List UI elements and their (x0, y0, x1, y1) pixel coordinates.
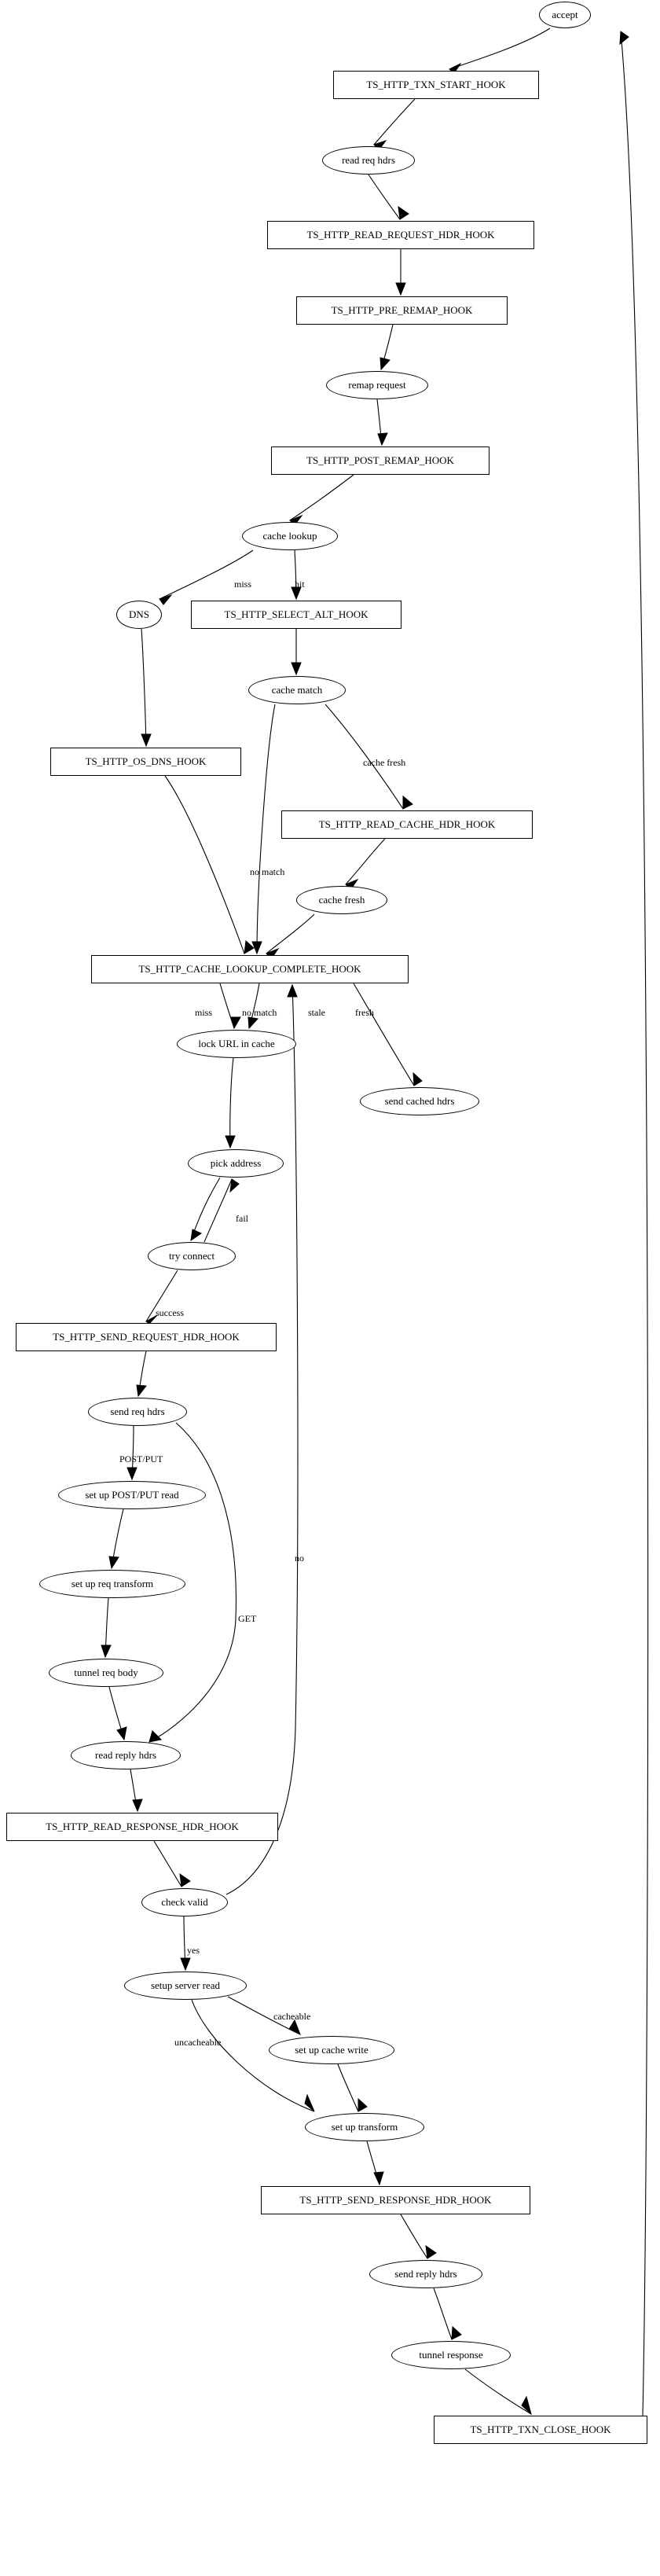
arrowhead (141, 734, 151, 746)
edge-dns-to-os_dns (141, 629, 146, 746)
arrowhead (137, 1385, 146, 1396)
node-label: TS_HTTP_PRE_REMAP_HOOK (331, 304, 473, 317)
edge-label-cacheable: cacheable (273, 2011, 311, 2022)
node-setup_cache_write (269, 2036, 394, 2064)
node-label: cache match (271, 684, 323, 696)
arrowhead (403, 796, 412, 809)
edge-label-miss1: miss (234, 579, 252, 590)
edge-try_connect-to-pick_address (204, 1179, 232, 1242)
node-label: cache lookup (262, 530, 317, 542)
node-label: send cached hdrs (384, 1095, 455, 1108)
arrowhead (230, 1179, 239, 1192)
arrowhead (226, 1136, 235, 1148)
edge-label-no: no (295, 1553, 304, 1564)
node-label: lock URL in cache (198, 1038, 275, 1050)
node-label: TS_HTTP_OS_DNS_HOOK (85, 755, 207, 768)
node-label: pick address (210, 1157, 262, 1170)
node-post_remap (271, 446, 490, 475)
edge-label-yes: yes (187, 1945, 200, 1956)
node-send_req_hdrs (88, 1398, 187, 1426)
node-label: tunnel response (419, 2349, 483, 2361)
node-label: set up POST/PUT read (85, 1489, 179, 1501)
arrowhead (248, 1017, 258, 1028)
node-txn_start (333, 71, 539, 99)
node-label: setup server read (150, 1979, 221, 1992)
edge-cache_fresh_node-to-cache_lookup_complete (266, 914, 314, 954)
node-setup_req_transform (39, 1570, 185, 1598)
arrowhead (398, 207, 409, 219)
arrowhead (292, 663, 301, 674)
node-label: TS_HTTP_READ_RESPONSE_HDR_HOOK (46, 1821, 239, 1833)
node-label: send reply hdrs (394, 2268, 457, 2280)
edge-label-post_put: POST/PUT (119, 1453, 163, 1464)
arrowhead (109, 1556, 119, 1568)
arrowhead (133, 1799, 142, 1811)
node-label: read reply hdrs (95, 1749, 156, 1762)
arrowhead (413, 1073, 422, 1086)
node-label: set up req transform (71, 1578, 154, 1590)
edge-post_remap-to-cache_lookup (290, 475, 354, 520)
node-read_reply_hdrs (71, 1741, 181, 1769)
arrowhead (374, 2172, 383, 2185)
node-label: TS_HTTP_SEND_REQUEST_HDR_HOOK (53, 1331, 240, 1343)
arrowhead (127, 1468, 137, 1479)
node-read_response_hdr (6, 1813, 278, 1841)
node-dns (116, 601, 162, 629)
node-label: tunnel req body (74, 1666, 138, 1679)
node-pick_address (188, 1149, 284, 1178)
edge-cache_lookup-to-dns (160, 550, 253, 599)
edge-label-no_match: no match (250, 866, 285, 877)
node-label: check valid (161, 1896, 208, 1909)
edge-txn_close-to-accept (621, 31, 648, 2416)
edge-read_req_hdrs-to-read_request_hdr (368, 175, 400, 219)
arrowhead (191, 1229, 201, 1240)
edge-label-fresh: fresh (355, 1007, 374, 1018)
arrowhead (101, 1645, 111, 1657)
node-label: remap request (348, 379, 406, 391)
node-lock_url (177, 1030, 296, 1058)
node-accept (539, 2, 591, 28)
arrowhead (620, 31, 629, 44)
edge-label-stale: stale (308, 1007, 325, 1018)
node-try_connect (148, 1242, 236, 1270)
node-label: TS_HTTP_TXN_START_HOOK (366, 79, 506, 91)
edge-lock_url-to-pick_address (230, 1058, 233, 1148)
node-label: send req hdrs (110, 1406, 165, 1418)
arrowhead (305, 2095, 314, 2111)
node-label: TS_HTTP_POST_REMAP_HOOK (306, 454, 454, 467)
arrowhead (117, 1727, 126, 1740)
node-pre_remap (296, 296, 508, 325)
node-setup_post_put (58, 1481, 206, 1509)
edge-label-get: GET (238, 1613, 257, 1624)
arrowhead (426, 2246, 436, 2258)
node-setup_server_read (124, 1972, 247, 2000)
edge-read_response_hdr-to-check_valid (154, 1841, 182, 1887)
edge-send_reply_hdrs-to-tunnel_response (434, 2288, 452, 2339)
node-cache_match (248, 676, 346, 704)
edge-setup_cache_write-to-setup_transform (338, 2064, 358, 2111)
node-tunnel_response (391, 2341, 511, 2369)
edge-label-success: success (156, 1307, 184, 1318)
node-setup_transform (305, 2113, 424, 2141)
arrowhead (231, 1017, 240, 1028)
edge-label-hit: hit (295, 579, 305, 590)
node-read_request_hdr (267, 221, 534, 249)
edge-tunnel_response-to-txn_close (465, 2369, 531, 2414)
edge-send_response_hdr-to-send_reply_hdrs (401, 2214, 427, 2258)
edge-label-uncacheable: uncacheable (174, 2037, 222, 2048)
edge-txn_start-to-read_req_hdrs (374, 99, 415, 145)
node-label: TS_HTTP_SELECT_ALT_HOOK (224, 608, 368, 621)
node-send_response_hdr (261, 2186, 530, 2214)
node-label: try connect (168, 1250, 215, 1262)
arrowhead (358, 2099, 367, 2111)
arrowhead (452, 2327, 461, 2339)
arrowhead (378, 433, 387, 445)
node-cache_fresh_node (296, 886, 387, 914)
arrowhead (180, 1874, 190, 1887)
edge-os_dns-to-cache_lookup_complete (165, 776, 244, 954)
node-os_dns (50, 748, 241, 776)
edge-accept-to-txn_start (449, 28, 550, 69)
node-tunnel_req_body (49, 1659, 163, 1687)
node-label: read req hdrs (342, 154, 395, 167)
node-label: TS_HTTP_CACHE_LOOKUP_COMPLETE_HOOK (138, 963, 361, 976)
node-label: accept (552, 9, 578, 21)
node-remap_request (326, 371, 428, 399)
node-txn_close (434, 2416, 647, 2444)
edge-check_valid-to-cache_lookup_complete (226, 985, 298, 1894)
node-send_request_hdr (16, 1323, 277, 1351)
node-read_cache_hdr (281, 810, 533, 839)
node-label: set up transform (331, 2121, 398, 2133)
arrowhead (396, 283, 405, 295)
node-select_alt (191, 601, 402, 629)
edge-label-miss2: miss (195, 1007, 213, 1018)
node-read_req_hdrs (322, 146, 415, 175)
node-send_cached_hdrs (360, 1087, 479, 1115)
node-label: DNS (128, 608, 149, 621)
edge-label-cache_fresh_label: cache fresh (363, 757, 406, 768)
node-cache_lookup_complete (91, 955, 409, 983)
node-label: TS_HTTP_READ_CACHE_HDR_HOOK (318, 818, 496, 831)
edge-read_cache_hdr-to-cache_fresh_node (346, 839, 385, 884)
arrowhead (181, 1958, 190, 1970)
node-check_valid (141, 1888, 228, 1916)
arrowhead (380, 358, 390, 369)
node-label: cache fresh (318, 894, 365, 906)
edge-cache_match-to-cache_lookup_complete (257, 704, 275, 954)
node-label: TS_HTTP_SEND_RESPONSE_HDR_HOOK (299, 2194, 492, 2207)
node-send_reply_hdrs (369, 2260, 482, 2288)
arrowhead (288, 985, 297, 997)
node-label: TS_HTTP_TXN_CLOSE_HOOK (470, 2423, 611, 2436)
node-label: TS_HTTP_READ_REQUEST_HDR_HOOK (306, 229, 495, 241)
node-cache_lookup (242, 522, 338, 550)
edge-label-no_match2: no match (242, 1007, 277, 1018)
edge-label-fail: fail (236, 1213, 248, 1224)
node-label: set up cache write (295, 2044, 368, 2056)
edge-cache_lookup_complete-to-send_cached_hdrs (354, 983, 414, 1086)
